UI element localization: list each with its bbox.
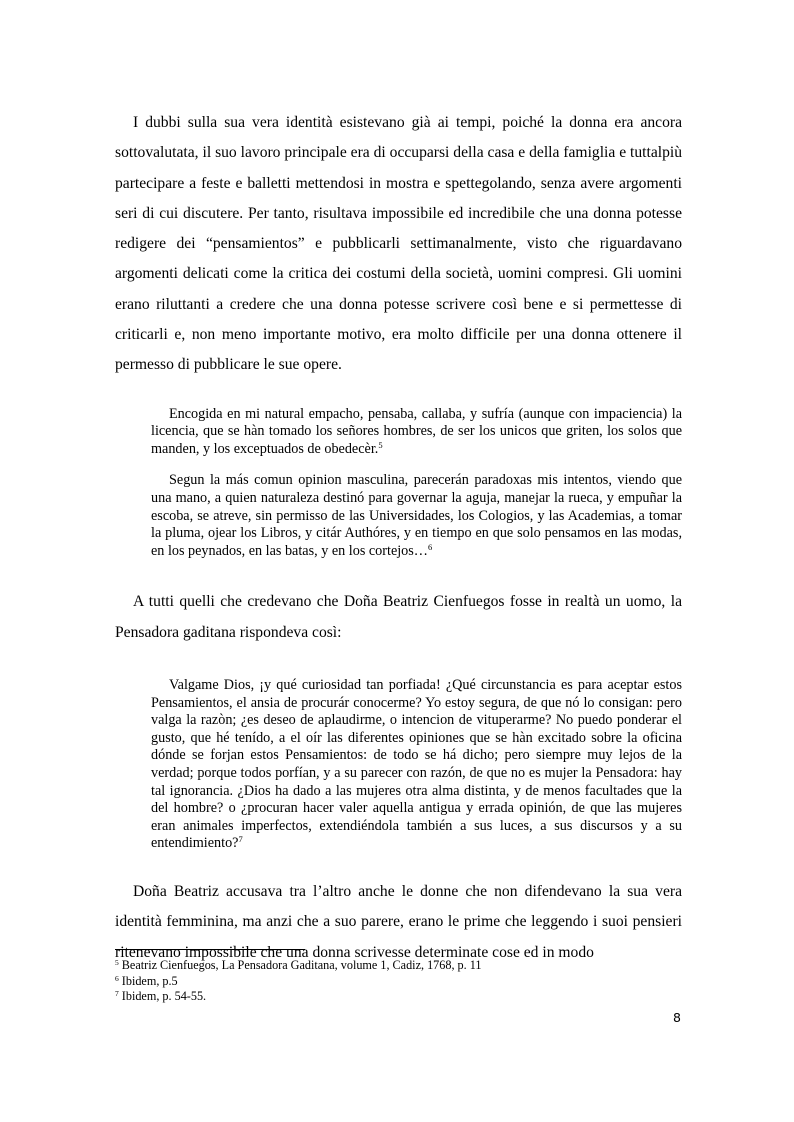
- paragraph-1-text: I dubbi sulla sua vera identità esistevano già ai tempi, poiché la donna era ancora sottovalutata, il suo lavoro principale era di occuparsi della casa e della famiglia e tuttalpiù partecipare a feste e balletti mettendosi in mostra e spettegolando, senza avere argomenti seri di cui discutere. Per tanto, risultava impossibile ed incredibile che una donna potesse redigere dei “pensamientos” e pubblicarli settimanalmente, visto che riguardavano argomenti delicati come la critica dei costumi della società, uomini compresi. Gli uomini erano riluttanti a credere che una donna potesse scrivere così bene e si permettesse di criticarli e, non meno importante motivo, era molto difficile per una donna ottenere il permesso di pubblicare le sue opere.: [115, 114, 682, 374]
- footnote-ref-6[interactable]: 6: [428, 541, 433, 552]
- block-quote-1: [151, 406, 682, 459]
- footnote-5: [115, 958, 682, 974]
- block-quote-2: [151, 472, 682, 560]
- footnote-text: Ibidem, p. 54-55.: [121, 989, 207, 1003]
- block-quote-1-text: Encogida en mi natural empacho, pensaba, callaba, y sufría (aunque con impaciencia) la licencia, que se hàn tomado los señores hombres, de ser los unicos que griten, los solos que manden, y los exceptuados de obedecèr.: [151, 405, 682, 457]
- footnote-number: 5: [115, 958, 119, 967]
- footnote-6: [115, 974, 682, 990]
- block-quote-2-text: Segun la más comun opinion masculina, parecerán paradoxas mis intentos, viendo que una mano, a quien naturaleza destinó para governar la aguja, manejar la rueca, y empuñar la escoba, se atreve, sin permisso de las Universidades, los Cologios, y las Academias, a tomar la pluma, ojear los Libros, y citár Authóres, y en tiempo en que solo pensamos en las modas, en los peynados, en las batas, y en los cortejos…: [151, 472, 682, 559]
- footnote-ref-5[interactable]: 5: [378, 439, 383, 450]
- footnote-text: Beatriz Cienfuegos, La Pensadora Gaditana, volume 1, Cadiz, 1768, p. 11: [121, 958, 482, 972]
- block-quote-3: [151, 677, 682, 853]
- paragraph-3-text: Doña Beatriz accusava tra l’altro anche le donne che non difendevano la sua vera identità femminina, ma anzi che a suo parere, erano le prime che leggendo i suoi pensieri ritenevano impossibile che una donna scrivesse determinate cose ed in modo: [115, 882, 682, 961]
- footnote-ref-7[interactable]: 7: [238, 834, 243, 845]
- footnote-separator: [115, 949, 305, 950]
- footnote-number: 7: [115, 989, 119, 998]
- footnote-number: 6: [115, 973, 119, 983]
- block-quote-3-text: Valgame Dios, ¡y qué curiosidad tan porfiada! ¿Qué circunstancia es para aceptar estos Pensamientos, el ansia de procurár conocerme? Yo estoy segura, de que nó lo consigan: pero valga la razòn; ¿es deseo de aplaudirme, o intencion de vituperarme? No puedo ponderar el gusto, que hé tenído, a el oír las diferentes opiniones que se hàn excitado sobre la oficina dónde se forjan estos Pensamientos: de todo se há dicho; pero siempre muy lejos de la verdad; porque todos porfían, y a su parecer con razón, de que no es mujer la Pensadora: hay tal ignorancia. ¿Dios ha dado a las mujeres otra alma distinta, y de menos facultades que la del hombre? o ¿procuran hacer valer aquella antigua y errada opinión, de que las mujeres eran animales imperfectos, extendiéndola también a sus luces, a sus discursos y a su entendimiento?: [151, 677, 682, 852]
- paragraph-1: [115, 108, 682, 381]
- footnote-text: Ibidem, p.5: [121, 973, 178, 988]
- page-body: [115, 108, 682, 968]
- paragraph-2-text: A tutti quelli che credevano che Doña Beatriz Cienfuegos fosse in realtà un uomo, la Pensadora gaditana rispondeva così:: [115, 593, 682, 641]
- footnote-7: [115, 989, 682, 1005]
- paragraph-3: [115, 877, 682, 968]
- footnotes: [115, 958, 682, 1005]
- page-number: 8: [673, 1010, 681, 1025]
- paragraph-2: [115, 587, 682, 648]
